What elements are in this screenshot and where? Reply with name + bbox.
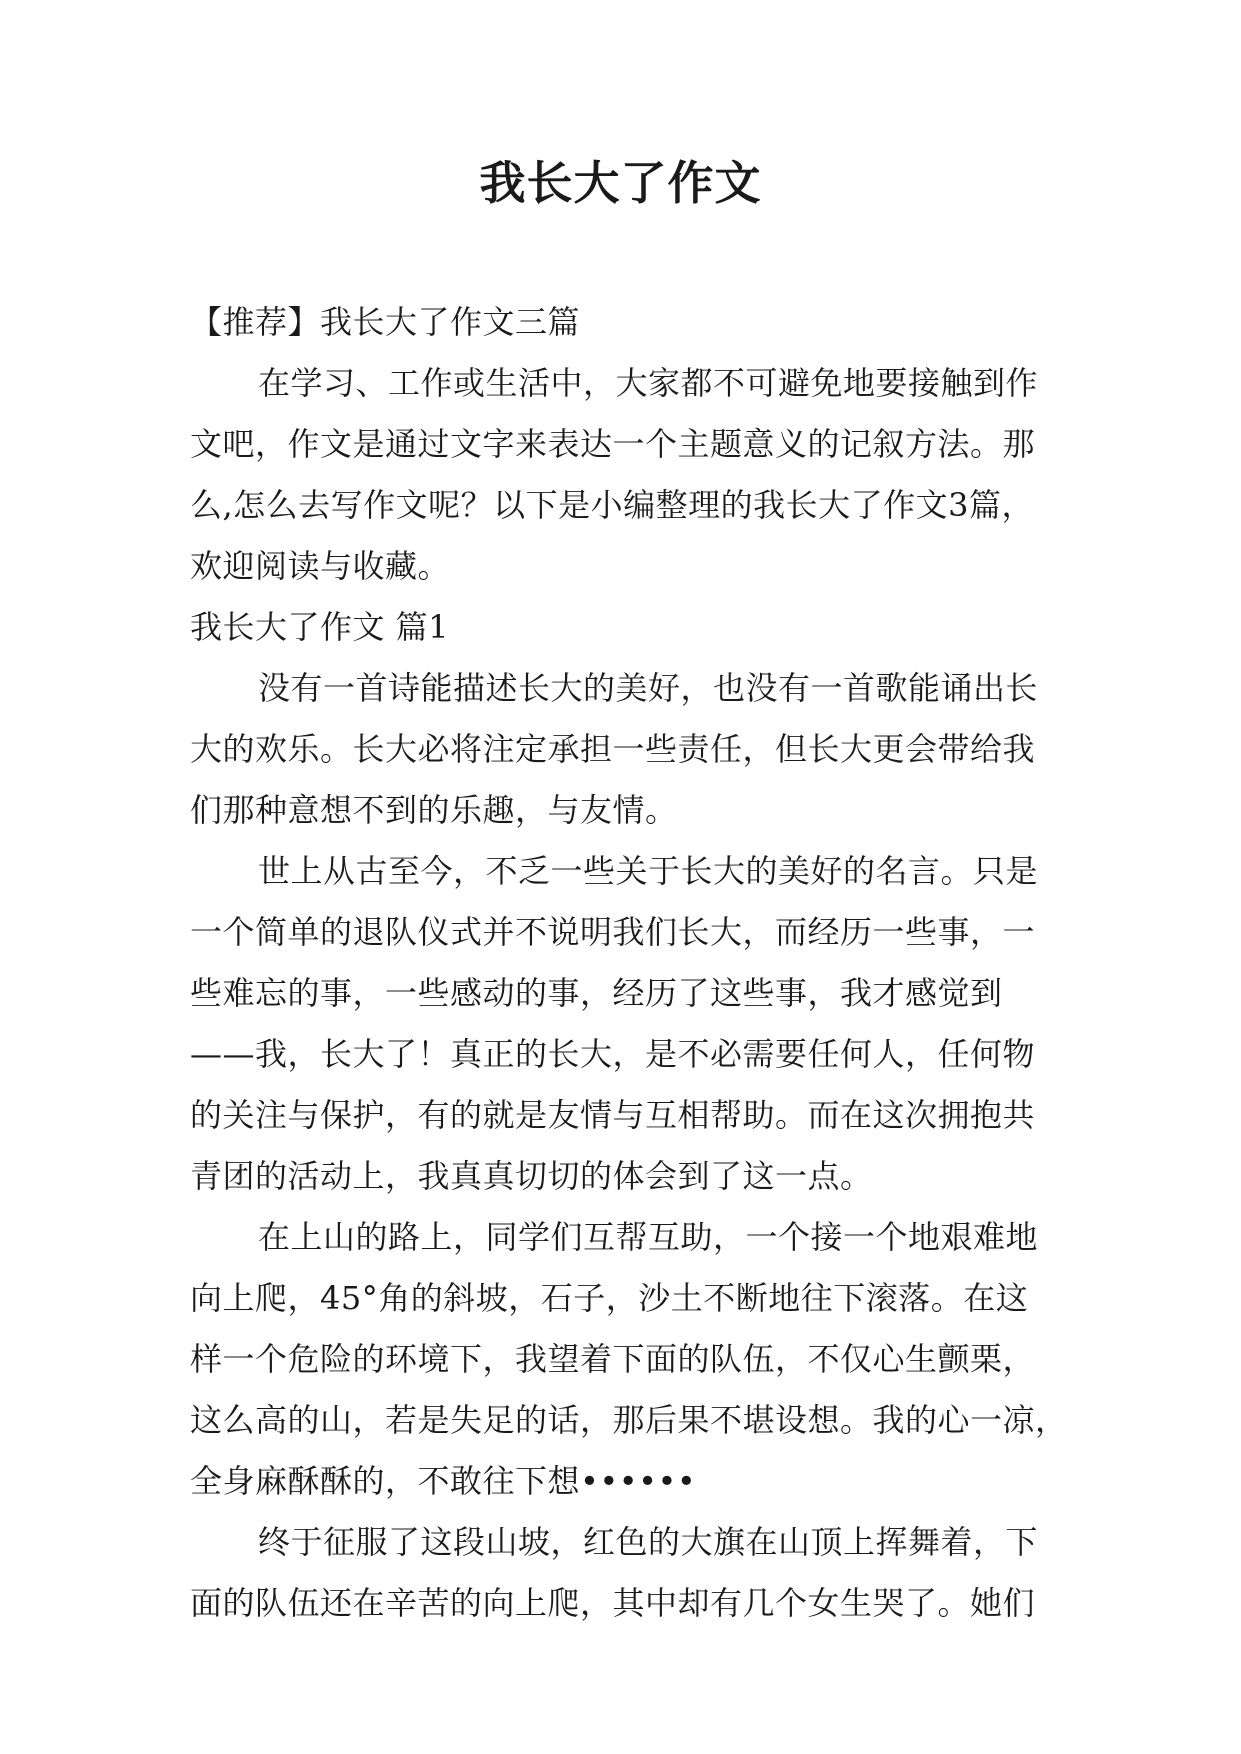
paragraph-line: 们那种意想不到的乐趣，与友情。 [190, 791, 678, 829]
paragraph-line: 文吧，作文是通过文字来表达一个主题意义的记叙方法。那 [190, 425, 1036, 463]
paragraph-line: 世上从古至今，不乏一些关于长大的美好的名言。只是 [258, 852, 1039, 890]
paragraph-line: 青团的活动上，我真真切切的体会到了这一点。 [190, 1157, 873, 1195]
paragraph-line: 一个简单的退队仪式并不说明我们长大，而经历一些事，一 [190, 913, 1036, 951]
paragraph-line: 些难忘的事，一些感动的事，经历了这些事，我才感觉到 [190, 974, 1003, 1012]
paragraph-line: 在上山的路上，同学们互帮互助，一个接一个地艰难地 [258, 1218, 1039, 1256]
paragraph-line: 向上爬，45°角的斜坡，石子，沙土不断地往下滚落。在这 [190, 1279, 1029, 1317]
document-title: 我长大了作文 [479, 156, 762, 210]
document-body [190, 292, 1068, 1634]
paragraph-line: 这么高的山，若是失足的话，那后果不堪设想。我的心一凉， [190, 1401, 1068, 1439]
subtitle-line: 【推荐】我长大了作文三篇 [190, 303, 581, 341]
paragraph-line: 全身麻酥酥的，不敢往下想•••••• [190, 1462, 697, 1500]
paragraph-line: 欢迎阅读与收藏。 [190, 547, 451, 585]
paragraph-line: 样一个危险的环境下，我望着下面的队伍，不仅心生颤栗， [190, 1340, 1036, 1378]
paragraph-line: 大的欢乐。长大必将注定承担一些责任，但长大更会带给我 [190, 730, 1036, 768]
paragraph-line: 没有一首诗能描述长大的美好，也没有一首歌能诵出长 [258, 669, 1039, 707]
paragraph-line: 的关注与保护，有的就是友情与互相帮助。而在这次拥抱共 [190, 1096, 1036, 1134]
paragraph-line: 面的队伍还在辛苦的向上爬，其中却有几个女生哭了。她们 [190, 1584, 1036, 1622]
paragraph-line: ——我，长大了！真正的长大，是不必需要任何人，任何物 [190, 1035, 1036, 1073]
section-heading: 我长大了作文 篇1 [190, 608, 450, 646]
paragraph-line: 终于征服了这段山坡，红色的大旗在山顶上挥舞着，下 [258, 1523, 1039, 1561]
paragraph-line: 在学习、工作或生活中，大家都不可避免地要接触到作 [258, 364, 1039, 402]
paragraph-line: 么,怎么去写作文呢？以下是小编整理的我长大了作文3篇， [190, 486, 1035, 524]
